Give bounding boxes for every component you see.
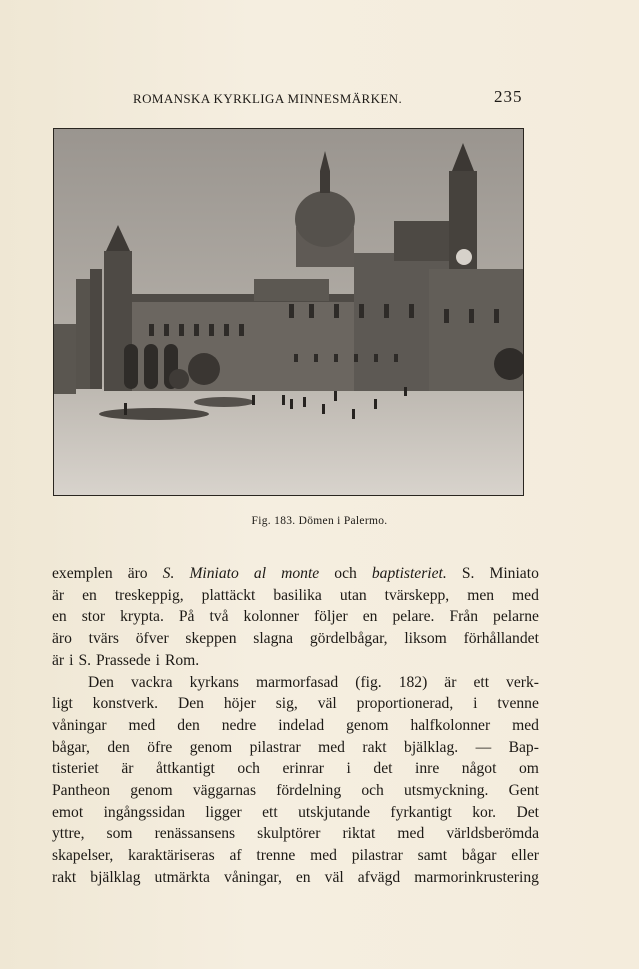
text-word: liksom [404, 630, 447, 648]
text-word: plattäckt [201, 586, 256, 604]
text-word: våningar, [224, 868, 282, 886]
text-word: bågar [461, 847, 497, 865]
text-word: och [237, 760, 260, 778]
text-word: Gent [508, 782, 539, 800]
text-word: en [295, 868, 311, 886]
text-line [52, 715, 539, 737]
text-word: som [106, 825, 133, 843]
text-word: pelarne [493, 608, 539, 626]
text-word: är [52, 586, 65, 604]
text-word: yttre, [52, 825, 85, 843]
running-title: ROMANSKA KYRKLIGA MINNESMÄRKEN. [133, 91, 403, 106]
text-word: genom [189, 738, 233, 756]
text-word: utskjutande [298, 803, 370, 821]
body-text [52, 563, 539, 889]
text-line [52, 650, 539, 672]
text-word: 182) [398, 673, 428, 691]
text-word: renässansens [154, 825, 236, 843]
text-word: exemplen [52, 565, 113, 582]
text-word: väl [324, 868, 344, 886]
text-word: nedre [221, 716, 257, 734]
text-word: världsberömda [446, 825, 539, 843]
text-word: rakt [362, 738, 387, 756]
text-word: med [512, 716, 539, 734]
text-word: utsmyckning. [403, 782, 489, 800]
text-line [52, 628, 539, 650]
text-word: fyrkantigt [390, 803, 452, 821]
text-word: Den [88, 673, 114, 691]
text-word: i [69, 651, 74, 669]
text-word: ett [473, 673, 490, 691]
cathedral-photograph [53, 128, 524, 496]
text-word: det [373, 760, 393, 778]
text-word: skeppen [185, 630, 237, 648]
text-word: verk- [506, 673, 539, 691]
text-word: och [334, 565, 357, 582]
text-line [52, 672, 539, 694]
text-word: förhållandet [463, 630, 539, 648]
text-word: al [253, 565, 267, 582]
text-word: eller [511, 847, 539, 865]
text-word: trenne [256, 847, 296, 865]
text-word: utmärkta [154, 868, 210, 886]
text-word: skulptörer [257, 825, 321, 843]
text-word: samt [417, 847, 448, 865]
text-word: (fig. [355, 673, 382, 691]
text-word: om [518, 760, 539, 778]
text-word: proportionerad, [356, 695, 454, 713]
text-word: treskeppig, [114, 586, 184, 604]
text-word: marmorinkrustering [414, 868, 539, 886]
text-line [52, 563, 539, 585]
text-line [52, 737, 539, 759]
text-word: åttkantigt [155, 760, 215, 778]
text-word: en [82, 586, 97, 604]
text-word: är [52, 651, 65, 669]
text-word: pelare. [392, 608, 435, 626]
text-word: konstverk. [92, 695, 159, 713]
text-word: pilastrar [351, 847, 403, 865]
text-line [52, 823, 539, 845]
text-word: Rom. [164, 651, 200, 669]
text-word: äro [52, 630, 72, 648]
text-word: kor. [472, 803, 497, 821]
text-word: något [461, 760, 497, 778]
text-word: bjälklag. [404, 738, 459, 756]
text-word: ligt [52, 695, 73, 713]
text-word: riktat [342, 825, 376, 843]
text-word: ingångssidan [103, 803, 185, 821]
text-word: utan [339, 586, 367, 604]
page-number: 235 [494, 87, 523, 106]
text-word: marmorfasad [255, 673, 339, 691]
text-word: inre [415, 760, 440, 778]
text-line [52, 802, 539, 824]
text-word: af [229, 847, 242, 865]
text-word: med [512, 586, 539, 604]
text-word: Prassede [96, 651, 151, 669]
text-word: två [209, 608, 229, 626]
text-word: S. [461, 565, 475, 582]
text-word: skapelser, [52, 847, 114, 865]
text-word: i [155, 651, 160, 669]
text-line [52, 867, 539, 889]
text-word: basilika [273, 586, 322, 604]
text-word: tvenne [497, 695, 539, 713]
text-word: är [444, 673, 457, 691]
text-line [52, 758, 539, 780]
text-word: Miniato [489, 565, 539, 582]
text-word: tvärskepp, [384, 586, 450, 604]
text-word: kolonner [243, 608, 299, 626]
text-line [52, 585, 539, 607]
text-word: med [397, 825, 425, 843]
text-word: slagna [253, 630, 294, 648]
text-word: krypta. [120, 608, 164, 626]
text-word: kyrkans [189, 673, 239, 691]
text-word: bågar, [52, 738, 90, 756]
text-word: äro [127, 565, 148, 582]
text-word: monte [281, 565, 320, 582]
text-word: Det [516, 803, 539, 821]
text-word: med [128, 716, 156, 734]
text-word: en [362, 608, 378, 626]
text-line [52, 845, 539, 867]
text-word: ett [262, 803, 278, 821]
text-word: en [52, 608, 67, 626]
text-word: På [178, 608, 195, 626]
text-word: — [475, 738, 492, 756]
photo-drawing [54, 129, 523, 495]
text-word: tisteriet [52, 760, 99, 778]
text-word: öfver [135, 630, 169, 648]
text-word: vackra [131, 673, 173, 691]
text-word: är [121, 760, 134, 778]
text-word: Den [177, 695, 204, 713]
text-word: i [473, 695, 478, 713]
text-word: den [107, 738, 130, 756]
text-word: höjer [223, 695, 256, 713]
text-word: och [361, 782, 384, 800]
text-word: baptisteriet. [371, 565, 447, 582]
text-word: men [467, 586, 495, 604]
text-word: S. [162, 565, 175, 582]
text-word: med [310, 847, 337, 865]
text-word: emot [52, 803, 84, 821]
text-word: våningar [52, 716, 107, 734]
text-word: erinrar [282, 760, 325, 778]
text-word: väggarnas [192, 782, 257, 800]
text-word: Pantheon [52, 782, 111, 800]
text-word: stor [81, 608, 106, 626]
text-line [52, 606, 539, 628]
text-word: afvägd [357, 868, 401, 886]
text-line [52, 693, 539, 715]
text-word: väl [317, 695, 337, 713]
text-word: med [318, 738, 345, 756]
text-word: fördelning [276, 782, 342, 800]
text-word: tvärs [88, 630, 119, 648]
text-word: ligger [205, 803, 242, 821]
figure-caption: Fig. 183. Dömen i Palermo. [251, 515, 388, 527]
text-word: sig, [275, 695, 298, 713]
text-word: Från [449, 608, 479, 626]
text-word: följer [313, 608, 348, 626]
text-word: rakt [52, 868, 77, 886]
text-word: gördelbågar, [309, 630, 388, 648]
text-word: indelad [278, 716, 325, 734]
text-word: genom [346, 716, 389, 734]
text-word: Miniato [189, 565, 239, 582]
text-word: i [346, 760, 351, 778]
text-word: öfre [147, 738, 173, 756]
text-word: S. [78, 651, 92, 669]
text-word: karaktäriseras [128, 847, 215, 865]
text-word: halfkolonner [410, 716, 491, 734]
text-word: den [177, 716, 200, 734]
text-word: Bap- [508, 738, 539, 756]
text-word: pilastrar [249, 738, 301, 756]
text-word: genom [130, 782, 173, 800]
text-word: bjälklag [90, 868, 141, 886]
text-line [52, 780, 539, 802]
